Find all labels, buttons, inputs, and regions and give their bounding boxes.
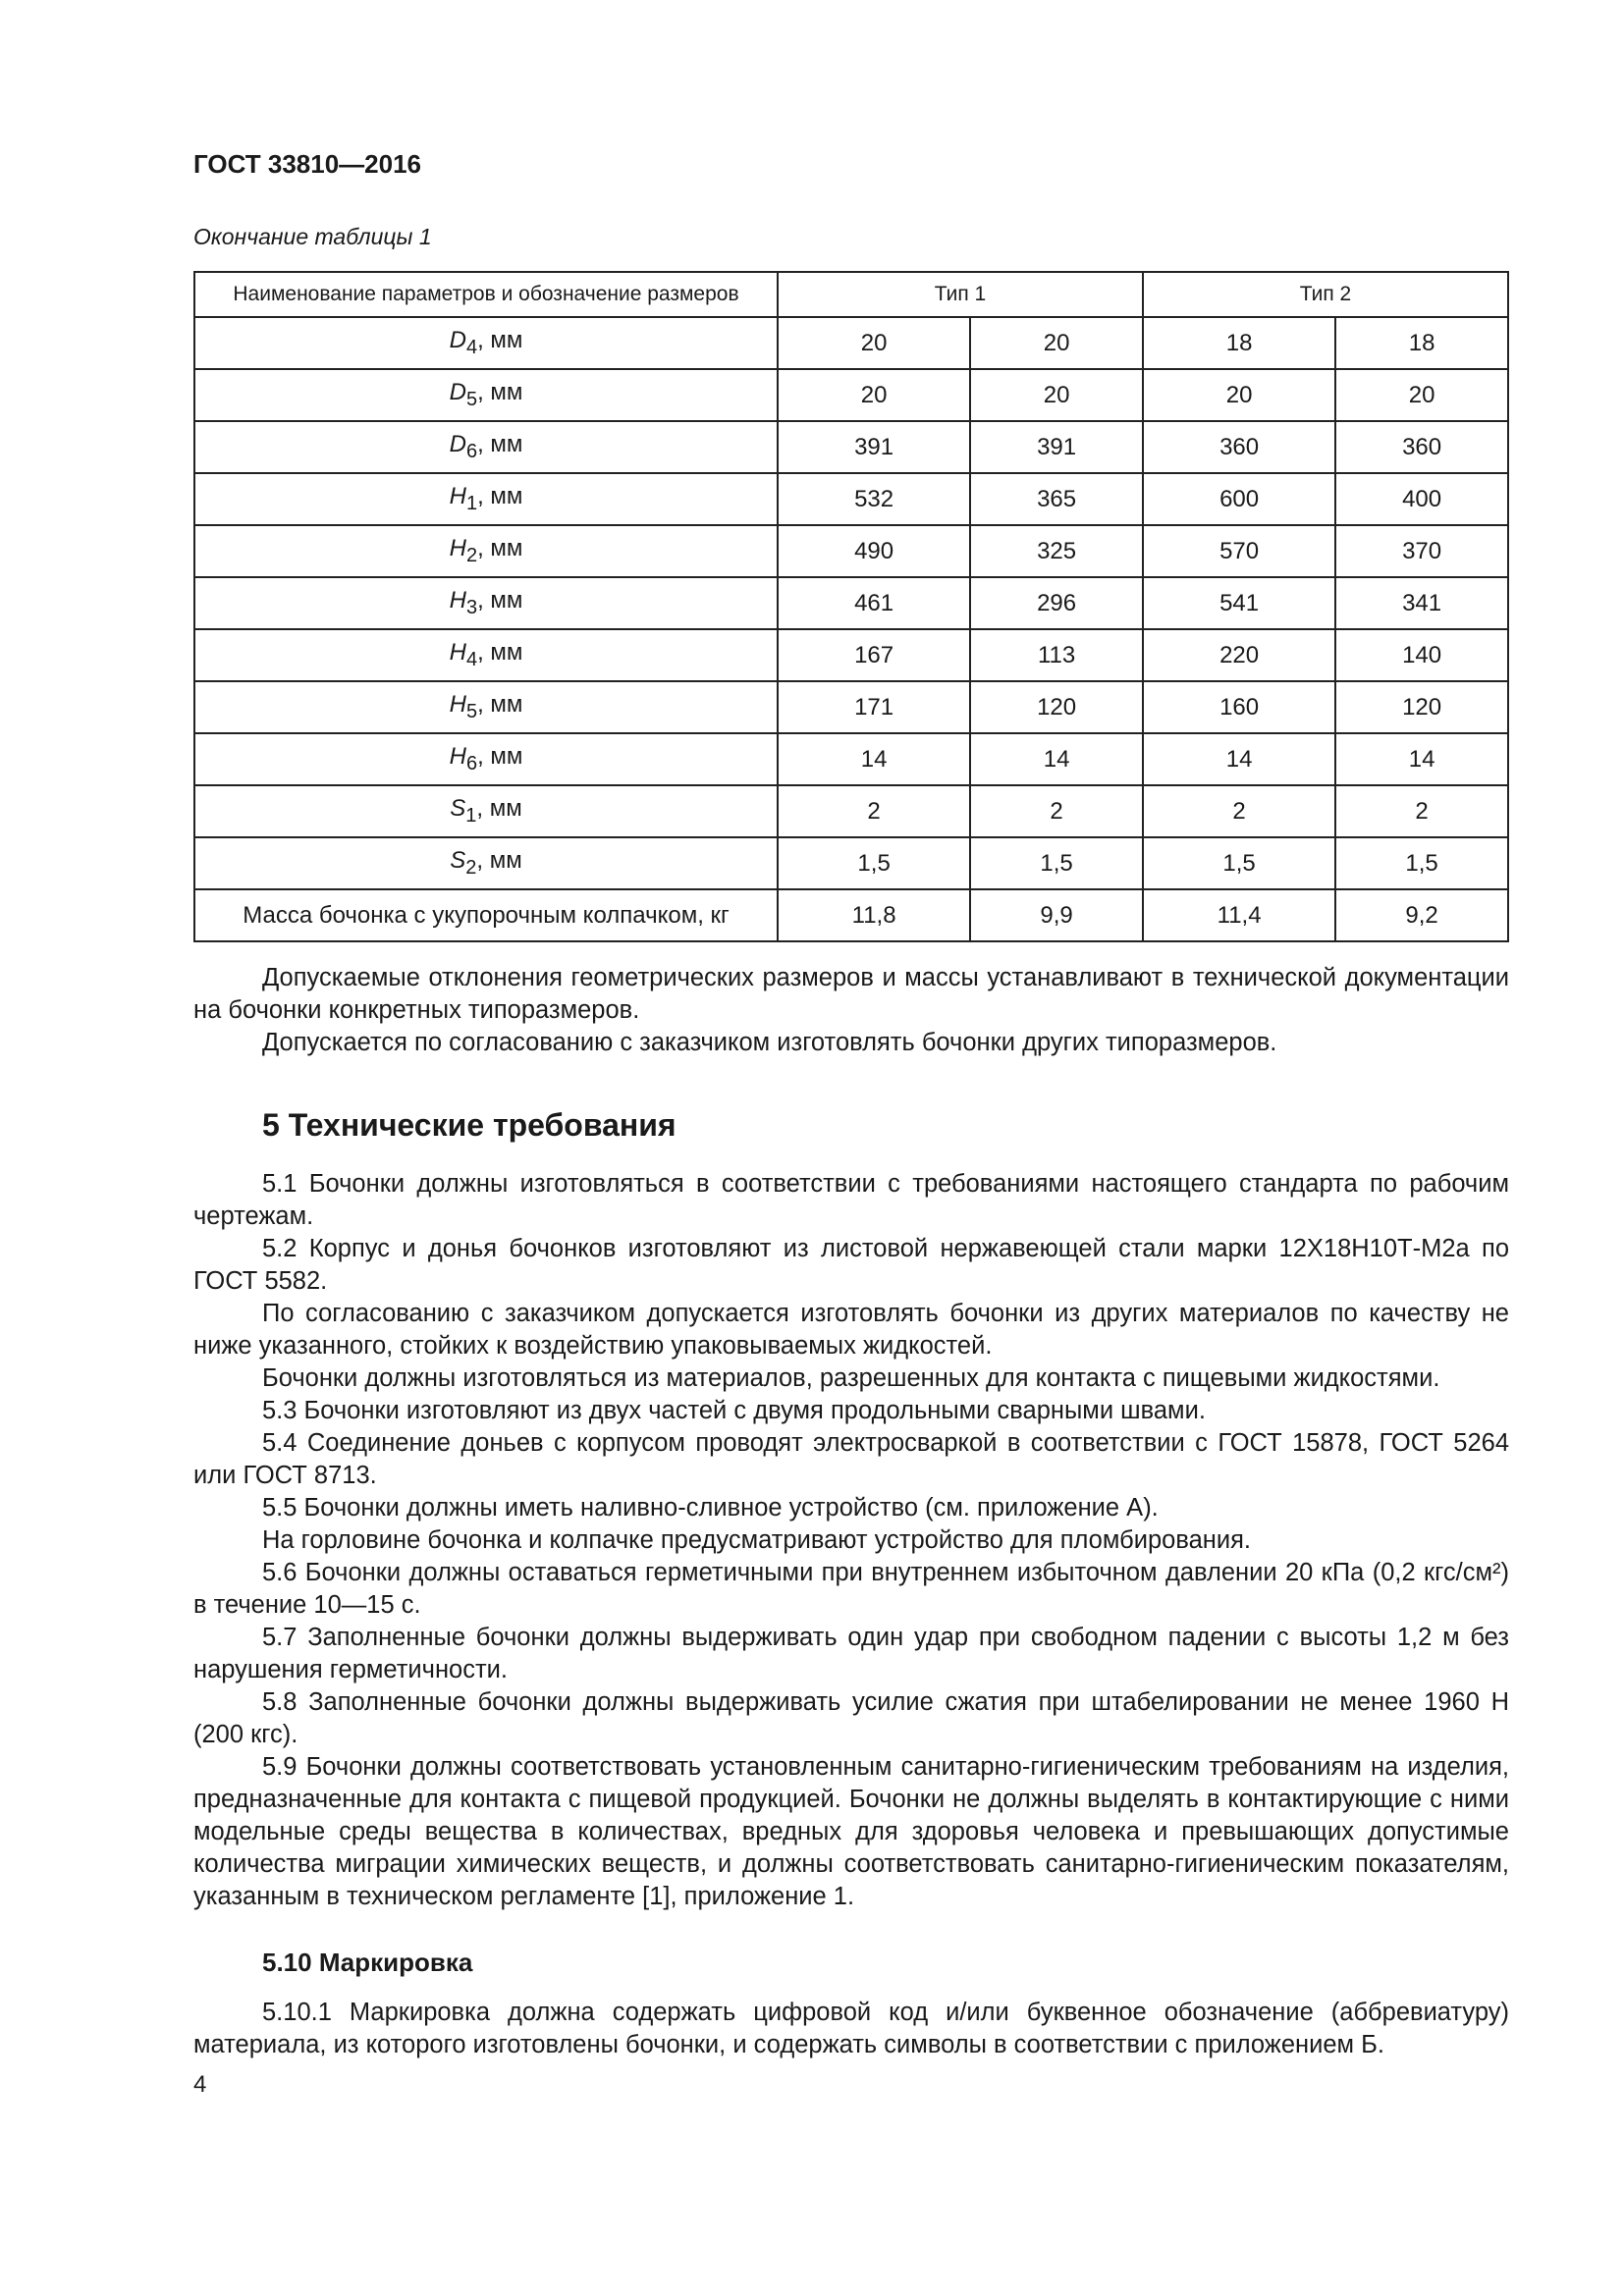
table-row [194,785,1508,837]
value-cell: 391 [778,421,970,473]
param-unit: , мм [477,587,523,614]
value-cell: 20 [1335,369,1508,421]
param-unit: , мм [477,327,523,354]
param-symbol: H [449,691,466,719]
param-subscript: 4 [465,648,478,670]
table-row [194,369,1508,421]
table-row [194,837,1508,889]
param-cell [194,837,778,889]
param-symbol: D [449,327,466,354]
param-unit: , мм [477,379,523,406]
value-cell: 370 [1335,525,1508,577]
param-subscript: 1 [465,804,477,827]
param-cell [194,733,778,785]
param-unit: , мм [477,535,523,562]
value-cell: 532 [778,473,970,525]
header-type1: Тип 1 [778,272,1143,317]
param-subscript: 6 [465,752,478,774]
paragraph: На горловине бочонка и колпачке предусматривают устройство для пломбирования. [262,1526,1251,1554]
page-number: 4 [193,2071,207,2098]
value-cell: 461 [778,577,970,629]
value-cell: 11,8 [778,889,970,941]
param-cell [194,629,778,681]
param-symbol: H [449,743,466,771]
param-symbol: D [449,431,466,458]
param-cell [194,785,778,837]
table-row [194,525,1508,577]
param-subscript: 3 [465,596,478,618]
param-unit: , мм [476,847,522,875]
value-cell: 2 [1335,785,1508,837]
param-symbol: S [450,795,466,823]
value-cell: 20 [970,369,1143,421]
param-cell [194,473,778,525]
param-subscript: 2 [465,544,478,566]
table-row [194,473,1508,525]
paragraph: Бочонки должны изготовляться из материалов, разрешенных для контакта с пищевыми жидкостями. [262,1364,1440,1392]
param-cell [194,525,778,577]
param-symbol: H [449,587,466,614]
table-row [194,889,1508,941]
value-cell: 600 [1143,473,1335,525]
table-caption: Окончание таблицы 1 [193,224,432,249]
param-subscript: 6 [465,440,478,462]
value-cell: 360 [1143,421,1335,473]
value-cell: 325 [970,525,1143,577]
header-type2: Тип 2 [1143,272,1508,317]
param-symbol: S [450,847,466,875]
param-symbol: H [449,483,466,510]
document-header: ГОСТ 33810—2016 [193,149,421,179]
param-cell: Масса бочонка с укупорочным колпачком, кг [194,889,778,941]
paragraph: 5.5 Бочонки должны иметь наливно-сливное устройство (см. приложение А). [262,1494,1159,1522]
value-cell: 541 [1143,577,1335,629]
param-subscript: 1 [465,492,478,514]
param-cell [194,369,778,421]
param-cell [194,421,778,473]
value-cell: 14 [778,733,970,785]
param-symbol: H [449,535,466,562]
param-cell [194,681,778,733]
paragraph: По согласованию с заказчиком допускается изготовлять бочонки из других материалов по качеству не ниже указанного, стойких к воздействию упаковываемых жидкостей. [193,1300,1509,1360]
value-cell: 140 [1335,629,1508,681]
value-cell: 400 [1335,473,1508,525]
param-unit: , мм [477,431,523,458]
table-body [194,317,1508,941]
paragraph: 5.6 Бочонки должны оставаться герметичными при внутреннем избыточном давлении 20 кПа (0,2 кгс/см²) в течение 10—15 с. [193,1559,1509,1619]
param-subscript: 4 [465,336,478,358]
param-unit: , мм [477,743,523,771]
section-title: 5 Технические требования [262,1107,677,1143]
param-subscript: 5 [465,388,478,410]
section5-text [193,1168,1509,1913]
paragraph: 5.1 Бочонки должны изготовляться в соответствии с требованиями настоящего стандарта по рабочим чертежам. [193,1170,1509,1230]
value-cell: 11,4 [1143,889,1335,941]
value-cell: 120 [970,681,1143,733]
value-cell: 360 [1335,421,1508,473]
param-cell [194,317,778,369]
param-subscript: 2 [465,856,477,879]
value-cell: 220 [1143,629,1335,681]
value-cell: 570 [1143,525,1335,577]
table-row [194,421,1508,473]
value-cell: 341 [1335,577,1508,629]
value-cell: 20 [778,369,970,421]
value-cell: 490 [778,525,970,577]
value-cell: 18 [1335,317,1508,369]
value-cell: 14 [970,733,1143,785]
paragraph: 5.8 Заполненные бочонки должны выдерживать усилие сжатия при штабелировании не менее 1960 Н (200 кгс). [193,1688,1509,1748]
table-row [194,629,1508,681]
value-cell: 1,5 [970,837,1143,889]
param-cell [194,577,778,629]
param-unit: , мм [477,639,523,667]
param-symbol: H [449,639,466,667]
param-unit: , мм [477,483,523,510]
value-cell: 9,9 [970,889,1143,941]
param-unit: , мм [477,691,523,719]
parameters-table [193,271,1509,942]
param-unit: , мм [476,795,522,823]
after-table-text [193,962,1509,1059]
value-cell: 160 [1143,681,1335,733]
value-cell: 1,5 [1335,837,1508,889]
param-symbol: D [449,379,466,406]
subsection-title: 5.10 Маркировка [262,1948,473,1977]
paragraph: 5.2 Корпус и донья бочонков изготовляют из листовой нержавеющей стали марки 12Х18Н10Т-М2а по ГОСТ 5582. [193,1235,1509,1295]
value-cell: 9,2 [1335,889,1508,941]
value-cell: 20 [778,317,970,369]
value-cell: 14 [1143,733,1335,785]
paragraph: Допускается по согласованию с заказчиком изготовлять бочонки других типоразмеров. [262,1029,1277,1056]
value-cell: 171 [778,681,970,733]
table-row [194,317,1508,369]
value-cell: 2 [1143,785,1335,837]
value-cell: 296 [970,577,1143,629]
value-cell: 365 [970,473,1143,525]
table-row [194,733,1508,785]
subsection-text [193,1997,1509,2061]
value-cell: 18 [1143,317,1335,369]
header-param: Наименование параметров и обозначение размеров [194,272,778,317]
paragraph: Допускаемые отклонения геометрических размеров и массы устанавливают в технической документации на бочонки конкретных типоразмеров. [193,964,1509,1024]
value-cell: 1,5 [1143,837,1335,889]
paragraph: 5.9 Бочонки должны соответствовать установленным санитарно-гигиеническим требованиям на изделия, предназначенные для контакта с пищевой продукцией. Бочонки не должны выделять в контактирующие с ними модельные среды вещества в количествах, вредных для здоровья человека и превышающих допустимые количества миграции химических веществ, и должны соответствовать санитарно-гигиеническим показателям, указанным в техническом регламенте [1], приложение 1. [193,1753,1509,1910]
value-cell: 167 [778,629,970,681]
value-cell: 391 [970,421,1143,473]
paragraph: 5.4 Соединение доньев с корпусом проводят электросваркой в соответствии с ГОСТ 15878, ГОСТ 5264 или ГОСТ 8713. [193,1429,1509,1489]
value-cell: 20 [1143,369,1335,421]
value-cell: 20 [970,317,1143,369]
value-cell: 2 [970,785,1143,837]
value-cell: 120 [1335,681,1508,733]
paragraph: 5.7 Заполненные бочонки должны выдерживать один удар при свободном падении с высоты 1,2 м без нарушения герметичности. [193,1624,1509,1683]
paragraph: 5.10.1 Маркировка должна содержать цифровой код и/или буквенное обозначение (аббревиатуру) материала, из которого изготовлены бочонки, и содержать символы в соответствии с приложением Б. [193,1999,1509,2058]
value-cell: 2 [778,785,970,837]
table-header-row [194,272,1508,317]
paragraph: 5.3 Бочонки изготовляют из двух частей с двумя продольными сварными швами. [262,1397,1206,1424]
value-cell: 1,5 [778,837,970,889]
param-subscript: 5 [465,700,478,722]
value-cell: 14 [1335,733,1508,785]
table-row [194,577,1508,629]
value-cell: 113 [970,629,1143,681]
table-row [194,681,1508,733]
